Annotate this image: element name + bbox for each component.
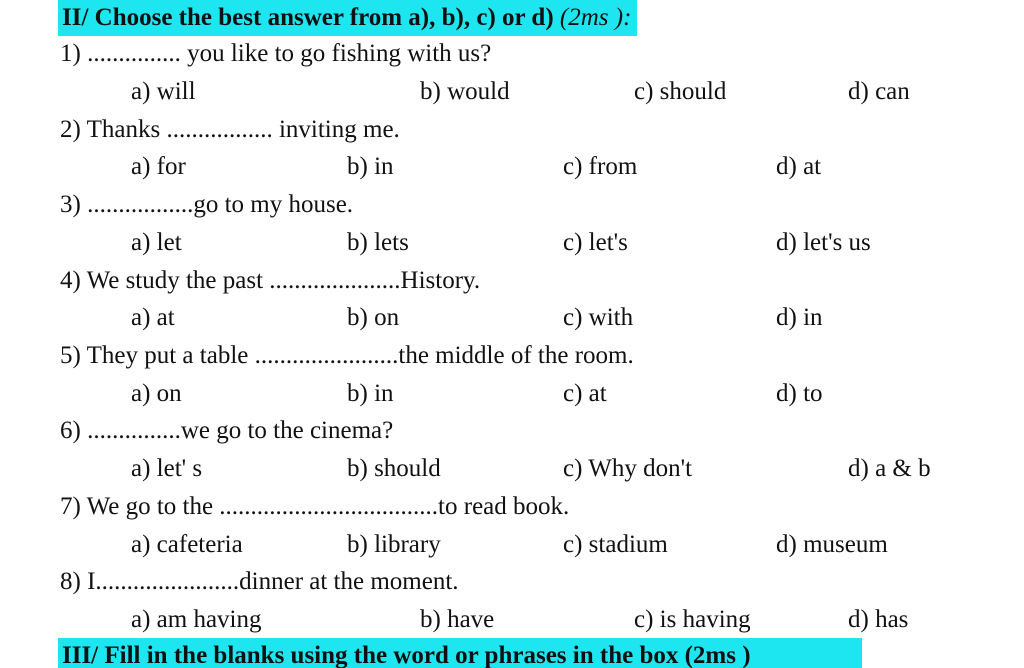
question-5-option-b: b) in (347, 380, 394, 407)
section-heading (58, 0, 637, 36)
question-7: 7) We go to the ...................................to read book. (60, 493, 570, 520)
question-1-option-d: d) can (848, 78, 910, 105)
question-7-option-a: a) cafeteria (131, 531, 243, 558)
question-2-option-d: d) at (776, 153, 822, 180)
question-4-option-a: a) at (131, 304, 175, 331)
question-8-option-a: a) am having (131, 606, 262, 633)
question-7-option-b: b) library (347, 531, 441, 558)
question-7-option-c: c) stadium (563, 531, 668, 558)
question-6-option-a: a) let' s (131, 455, 203, 482)
question-2-option-a: a) for (131, 153, 186, 180)
question-3-option-a: a) let (131, 229, 182, 256)
question-4-option-b: b) on (347, 304, 400, 331)
question-1-option-a: a) will (131, 78, 196, 105)
question-6-option-d: d) a & b (848, 455, 931, 482)
question-3-option-d: d) let's us (776, 229, 871, 256)
question-8-option-d: d) has (848, 606, 909, 633)
question-4: 4) We study the past .....................History. (60, 267, 481, 294)
question-5: 5) They put a table .......................the middle of the room. (60, 342, 634, 369)
question-3: 3) .................go to my house. (60, 191, 354, 218)
section-heading-marks: (2ms ): (559, 4, 632, 31)
question-2-option-b: b) in (347, 153, 394, 180)
question-5-option-a: a) on (131, 380, 182, 407)
section-heading-text: II/ Choose the best answer from a), b), c) or d) (62, 4, 560, 31)
next-section-heading: III/ Fill in the blanks using the word or phrases in the box (2ms ) (58, 638, 862, 668)
question-2-option-c: c) from (563, 153, 638, 180)
question-2: 2) Thanks ................. inviting me. (60, 116, 400, 143)
question-8-option-c: c) is having (634, 606, 751, 633)
question-1-option-c: c) should (634, 78, 727, 105)
question-8-option-b: b) have (420, 606, 495, 633)
question-5-option-d: d) to (776, 380, 823, 407)
question-4-option-c: c) with (563, 304, 634, 331)
question-6: 6) ...............we go to the cinema? (60, 417, 394, 444)
question-7-option-d: d) museum (776, 531, 888, 558)
question-3-option-c: c) let's (563, 229, 628, 256)
question-6-option-b: b) should (347, 455, 441, 482)
question-1: 1) ............... you like to go fishing with us? (60, 40, 492, 67)
question-6-option-c: c) Why don't (563, 455, 693, 482)
question-1-option-b: b) would (420, 78, 510, 105)
question-8: 8) I.......................dinner at the moment. (60, 568, 459, 595)
question-5-option-c: c) at (563, 380, 607, 407)
question-3-option-b: b) lets (347, 229, 409, 256)
question-4-option-d: d) in (776, 304, 823, 331)
